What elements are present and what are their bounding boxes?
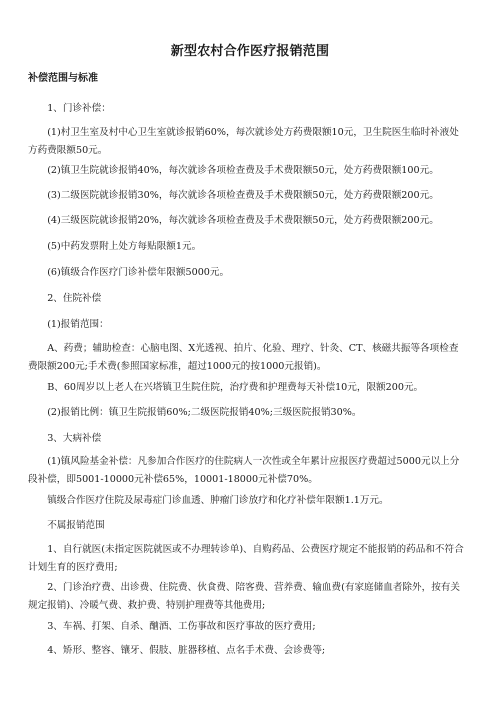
paragraph-risk-fund: (1)镇风险基金补偿：凡参加合作医疗的住院病人一次性或全年累计应报医疗费超过5000元以上分段补偿，即5001-10000元补偿65%，10001-18000元补偿70%。 [28, 456, 460, 485]
paragraph-chinese-medicine: (5)中药发票附上处方每贴限额1元。 [47, 241, 202, 252]
paragraph-inpatient-heading: 2、住院补偿 [47, 293, 102, 304]
paragraph-town-hospital: (2)镇卫生院就诊报销40%，每次就诊各项检查费及手术费限额50元，处方药费限额100元。 [47, 165, 439, 176]
paragraph-elderly-subsidy: B、60周岁以上老人在兴塔镇卫生院住院，治疗费和护理费每天补偿10元，限额200元。 [47, 382, 424, 393]
paragraph-exclusion-1: 1、自行就医(未指定医院就医或不办理转诊单)、自购药品、公费医疗规定不能报销的药品和不符合计划生育的医疗费用; [28, 544, 464, 573]
paragraph-special-limit: 镇级合作医疗住院及尿毒症门诊血透、肿瘤门诊放疗和化疗补偿年限额1.1万元。 [47, 495, 389, 506]
paragraph-exclusion-3: 3、车祸、打架、自杀、酗酒、工伤事故和医疗事故的医疗费用; [47, 621, 316, 632]
document-title: 新型农村合作医疗报销范围 [170, 44, 330, 59]
paragraph-secondary-hospital: (3)二级医院就诊报销30%，每次就诊各项检查费及手术费限额50元，处方药费限额200元。 [47, 190, 439, 201]
paragraph-exclusion-4: 4、矫形、整容、镶牙、假肢、脏器移植、点名手术费、会诊费等; [47, 645, 326, 656]
paragraph-outpatient-annual-limit: (6)镇级合作医疗门诊补偿年限额5000元。 [47, 267, 230, 278]
paragraph-outpatient-heading: 1、门诊补偿： [47, 103, 111, 114]
paragraph-reimbursement-ratio: (2)报销比例：镇卫生院报销60%;二级医院报销40%;三级医院报销30%。 [47, 407, 362, 418]
section-heading-compensation: 补偿范围与标准 [28, 73, 98, 84]
paragraph-exclusion-2: 2、门诊治疗费、出诊费、住院费、伙食费、陪客费、营养费、输血费(有家庭储血者除外，按有关规定报销)、冷暖气费、救护费、特别护理费等其他费用; [28, 582, 460, 611]
paragraph-reimbursement-scope: (1)报销范围： [47, 319, 109, 330]
paragraph-exclusions-heading: 不属报销范围 [47, 520, 105, 531]
paragraph-drug-fees: A、药费；辅助检查：心脑电图、X光透视、拍片、化验、理疗、针灸、CT、核磁共振等各项检查费限额200元;手术费(参照国家标准，超过1000元的按1000元报销)。 [28, 343, 459, 372]
paragraph-village-clinic: (1)村卫生室及村中心卫生室就诊报销60%，每次就诊处方药费限额10元，卫生院医生临时补液处方药费限额50元。 [28, 127, 459, 156]
paragraph-major-illness-heading: 3、大病补偿 [47, 433, 102, 444]
paragraph-tertiary-hospital: (4)三级医院就诊报销20%，每次就诊各项检查费及手术费限额50元，处方药费限额200元。 [47, 215, 439, 226]
